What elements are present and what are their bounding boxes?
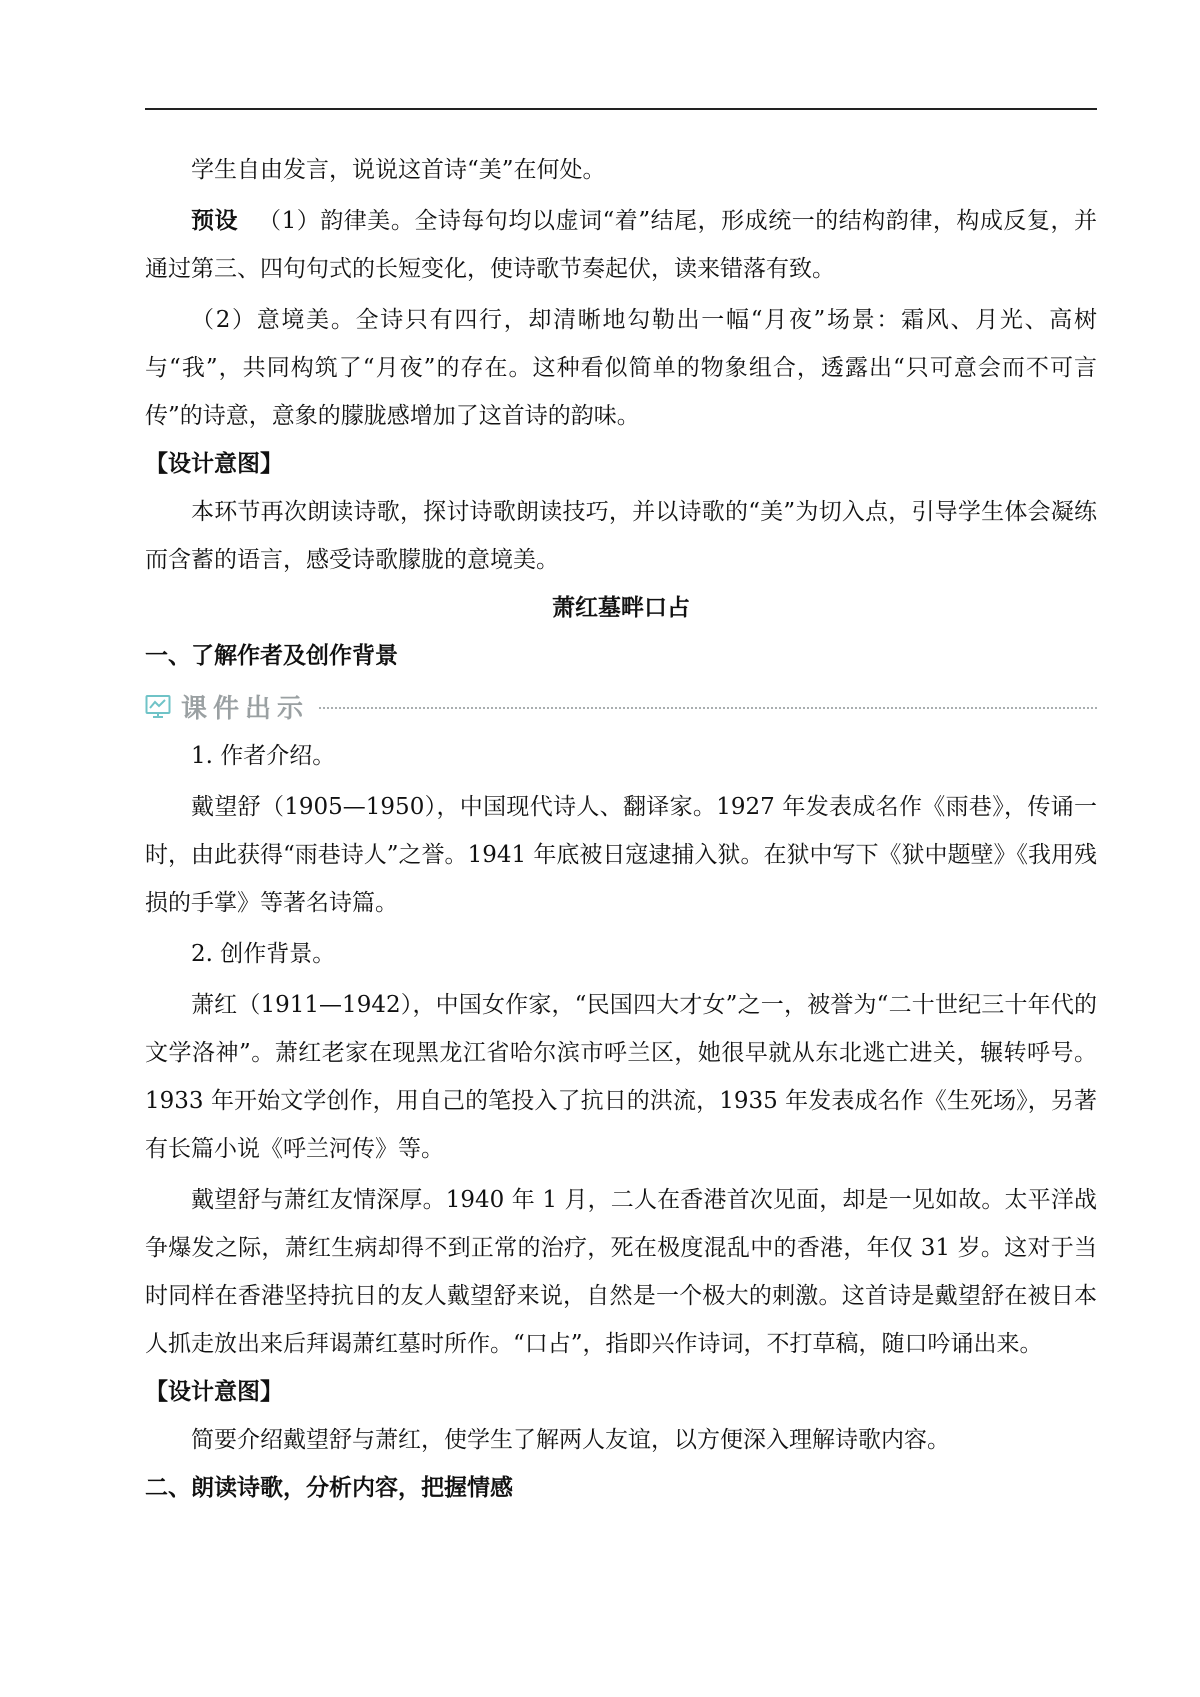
section-heading-2: 二、朗读诗歌，分析内容，把握情感 [145, 1475, 513, 1501]
courseware-label: 课件出示 [181, 693, 310, 724]
background-text-1: 萧红（1911—1942），中国女作家，“民国四大才女”之一，被誉为“二十世纪三十年代的文学洛神”。萧红老家在现黑龙江省哈尔滨市呼兰区，她很早就从东北逃亡进关，辗转呼号。1933 年开始文学创作，用自己的笔投入了抗日的洪流，1935 年发表成名作《生死场》，另著有长篇小说《呼兰河传》等。 [145, 992, 1097, 1162]
design-intent-text-1: 本环节再次朗读诗歌，探讨诗歌朗读技巧，并以诗歌的“美”为切入点，引导学生体会凝练而含蓄的语言，感受诗歌朦胧的意境美。 [145, 499, 1097, 573]
author-heading: 1. 作者介绍。 [191, 743, 336, 769]
poem-title: 萧红墓畔口占 [552, 595, 690, 621]
page-content [145, 146, 1097, 1512]
students-paragraph: 学生自由发言，说说这首诗“美”在何处。 [191, 157, 606, 183]
chart-icon [145, 693, 171, 719]
courseware-banner [145, 680, 1097, 732]
header-rule [145, 108, 1097, 110]
preset-1-text: （1）韵律美。全诗每句均以虚词“着”结尾，形成统一的结构韵律，构成反复，并通过第三、四句句式的长短变化，使诗歌节奏起伏，读来错落有致。 [145, 208, 1097, 282]
background-heading: 2. 创作背景。 [191, 941, 336, 967]
design-intent-heading-2: 【设计意图】 [145, 1379, 283, 1405]
design-intent-text-2: 简要介绍戴望舒与萧红，使学生了解两人友谊，以方便深入理解诗歌内容。 [191, 1427, 950, 1453]
design-intent-heading-1: 【设计意图】 [145, 451, 283, 477]
courseware-dotted-rule [319, 707, 1097, 709]
preset-paragraph-2: （2）意境美。全诗只有四行，却清晰地勾勒出一幅“月夜”场景：霜风、月光、高树与“我”，共同构筑了“月夜”的存在。这种看似简单的物象组合，透露出“只可意会而不可言传”的诗意，意象的朦胧感增加了这首诗的韵味。 [145, 307, 1097, 429]
preset-paragraph-1 [145, 197, 1097, 293]
background-text-2: 戴望舒与萧红友情深厚。1940 年 1 月，二人在香港首次见面，却是一见如故。太平洋战争爆发之际，萧红生病却得不到正常的治疗，死在极度混乱中的香港，年仅 31 岁。这对于当时同样在香港坚持抗日的友人戴望舒来说，自然是一个极大的刺激。这首诗是戴望舒在被日本人抓走放出来后拜谒萧红墓时所作。“口占”，指即兴作诗词，不打草稿，随口吟诵出来。 [145, 1187, 1097, 1357]
author-text: 戴望舒（1905—1950），中国现代诗人、翻译家。1927 年发表成名作《雨巷》，传诵一时，由此获得“雨巷诗人”之誉。1941 年底被日寇逮捕入狱。在狱中写下《狱中题壁》《我用残损的手掌》等著名诗篇。 [145, 794, 1097, 916]
section-heading-1: 一、了解作者及创作背景 [145, 643, 398, 669]
preset-label: 预设 [191, 207, 239, 234]
